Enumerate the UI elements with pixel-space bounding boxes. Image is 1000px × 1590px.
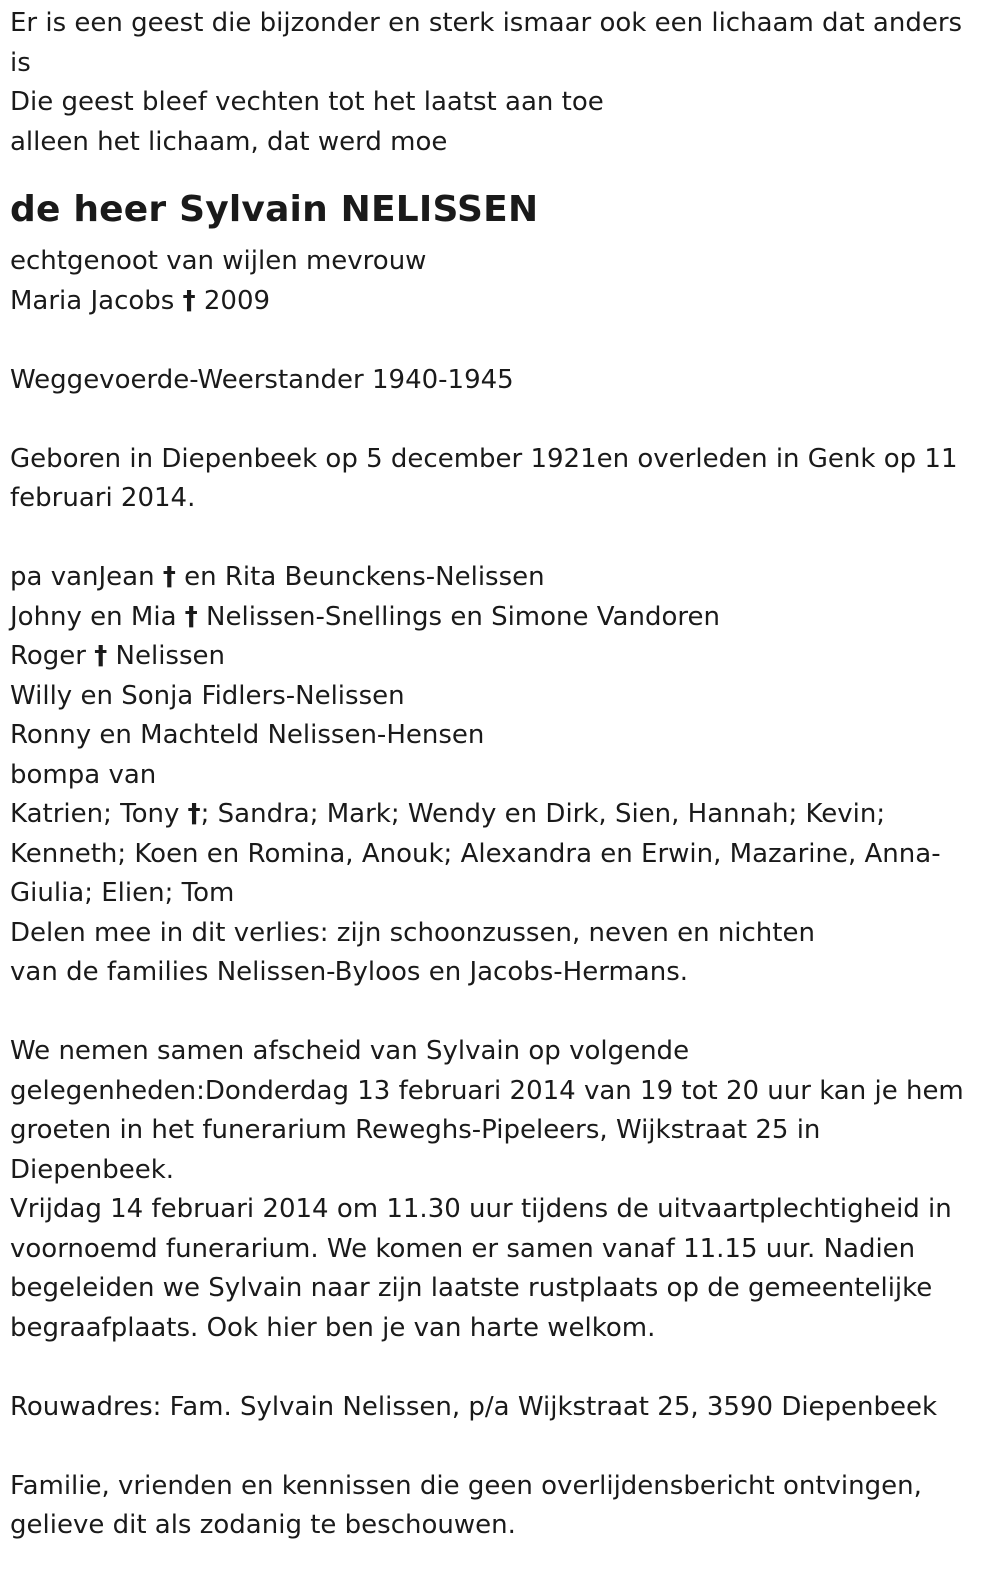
children-line-1 [10, 558, 990, 598]
spouse-name: Maria Jacobs [10, 285, 175, 316]
cross-icon: † [187, 799, 201, 829]
spouse-line-1: echtgenoot van wijlen mevrouw [10, 246, 427, 276]
birth-death-line: Geboren in Diepenbeek op 5 december 1921en overleden in Genk op 11 februari 2014. [10, 443, 966, 513]
children-line-3 [10, 637, 990, 677]
poem [10, 4, 990, 162]
poem-line-1: Er is een geest die bijzonder en sterk ismaar ook een lichaam dat anders is [10, 8, 971, 78]
children-line-2-a: Johny en Mia [10, 601, 177, 632]
family-section [10, 558, 990, 993]
grandchildren-a: Katrien; Tony [10, 799, 180, 829]
resistance-line: Weggevoerde-Weerstander 1940-1945 [10, 364, 514, 395]
children-line-2-b: Nelissen-Snellings en Simone Vandoren [206, 601, 720, 632]
cross-icon: † [184, 601, 198, 632]
children-line-3-a: Roger [10, 641, 86, 671]
closing-note: Familie, vrienden en kennissen die geen overlijdensbericht ontvingen, gelieve dit als zodanig te beschouwen. [10, 1470, 931, 1540]
ceremony-section [10, 1032, 990, 1348]
ceremony-paragraph-1: We nemen samen afscheid van Sylvain op volgende gelegenheden:Donderdag 13 februari 2014 van 19 tot 20 uur kan je hem groeten in het funerarium Reweghs-Pipeleers, Wijkstraat 25 in Diepenbeek. [10, 1036, 973, 1185]
children-line-2 [10, 598, 990, 638]
cross-icon: † [182, 285, 196, 316]
children-line-3-b: Nelissen [115, 641, 225, 671]
grandpa-label: bompa van [10, 759, 157, 790]
poem-line-3: alleen het lichaam, dat werd moe [10, 126, 448, 157]
grandchildren-line [10, 795, 990, 914]
children-line-5: Ronny en Machteld Nelissen-Hensen [10, 720, 485, 750]
poem-line-2: Die geest bleef vechten tot het laatst aan toe [10, 87, 604, 117]
children-line-1-b: en Rita Beunckens-Nelissen [184, 562, 545, 592]
spouse-line-2 [10, 282, 990, 322]
mourning-address: Rouwadres: Fam. Sylvain Nelissen, p/a Wijkstraat 25, 3590 Diepenbeek [10, 1391, 938, 1422]
cross-icon: † [162, 562, 176, 592]
deceased-name: de heer Sylvain NELISSEN [10, 189, 539, 230]
share-line-2: van de families Nelissen-Byloos en Jacobs-Hermans. [10, 957, 689, 987]
children-line-1-a: pa vanJean [10, 562, 155, 592]
children-line-4: Willy en Sonja Fidlers-Nelissen [10, 680, 405, 711]
ceremony-paragraph-2: Vrijdag 14 februari 2014 om 11.30 uur tijdens de uitvaartplechtigheid in voornoemd funerarium. We komen er samen vanaf 11.15 uur. Nadien begeleiden we Sylvain naar zijn laatste rustplaats op de gemeentelijke begraafplaats. Ook hier ben je van harte welkom. [10, 1194, 961, 1343]
grandchildren-b: ; Sandra; Mark; Wendy en Dirk, Sien, Hannah; Kevin; Kenneth; Koen en Romina, Anouk; Alexandra en Erwin, Mazarine, Anna-Giulia; Elien; Tom [10, 799, 941, 908]
spouse-year: 2009 [203, 285, 271, 316]
share-line-1: Delen mee in dit verlies: zijn schoonzussen, neven en nichten [10, 917, 815, 948]
cross-icon: † [94, 641, 108, 671]
